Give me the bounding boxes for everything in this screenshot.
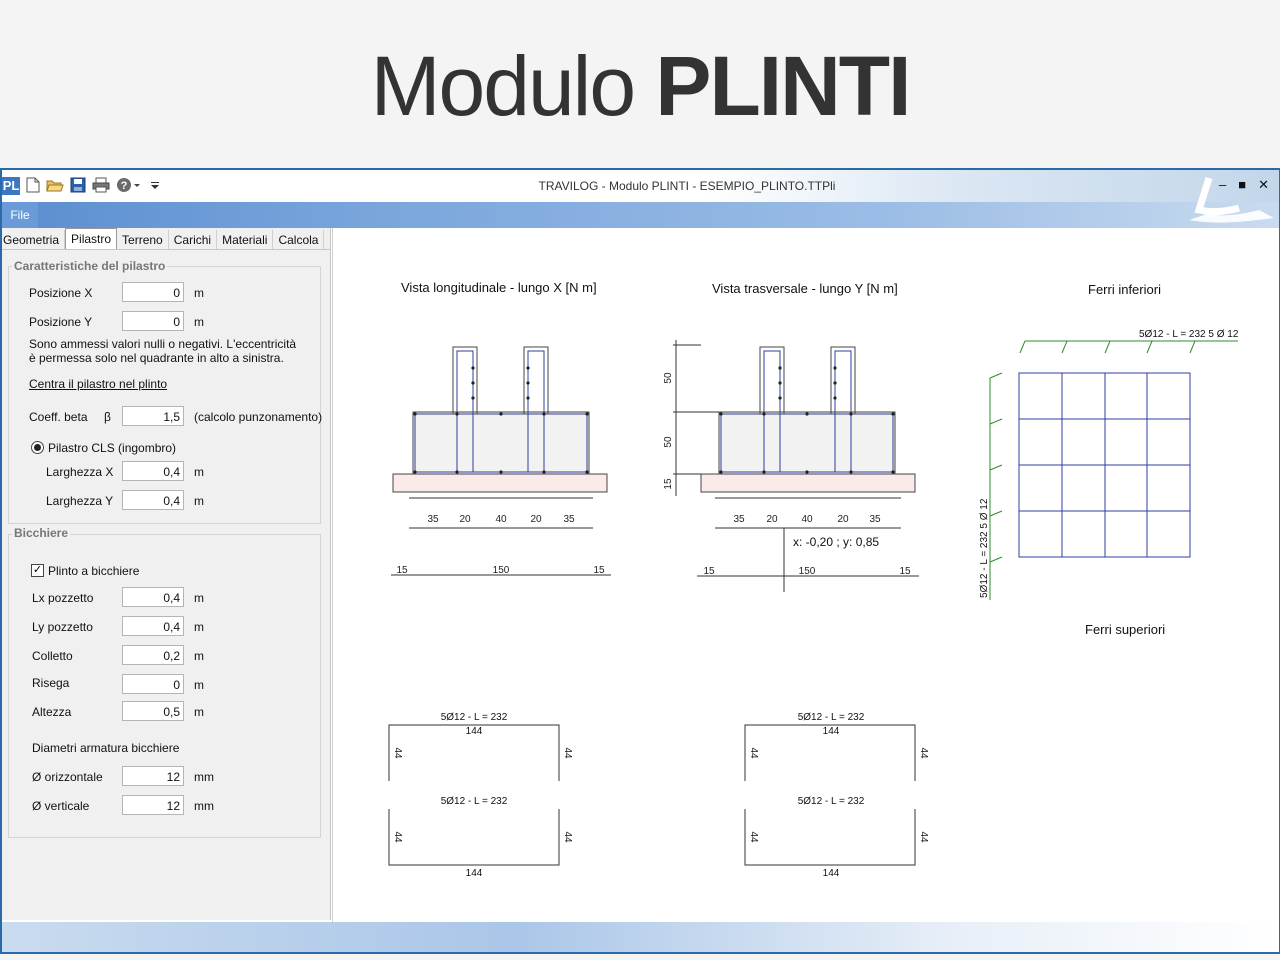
stirrup-left-leg-b: 44 (562, 747, 573, 759)
bicchiere-group-title: Bicchiere (14, 526, 69, 540)
maximize-button[interactable]: ■ (1238, 177, 1247, 192)
dim-long-20b: 20 (530, 514, 542, 525)
minimize-button[interactable]: – (1219, 177, 1227, 192)
window-title: TRAVILOG - Modulo PLINTI - ESEMPIO_PLINTO.TTPli (538, 179, 836, 193)
svg-text:?: ? (120, 179, 128, 192)
ferri-inferiori-title: Ferri inferiori (1088, 282, 1161, 297)
pilastro-cls-label: Pilastro CLS (ingombro) (48, 441, 177, 455)
dim-long-15b: 15 (593, 565, 605, 576)
dim-long-20a: 20 (459, 514, 471, 525)
stirrup-left-top-width: 144 (465, 726, 483, 737)
eccentricity-note: Sono ammessi valori nulli o negativi. L'eccentricità è permessa solo nel quadrante in alto a sinistra. (29, 337, 297, 365)
larghezza-x-unit: m (194, 465, 204, 479)
coeff-beta-input[interactable]: 1,5 (122, 406, 184, 426)
slide-title-light: Modulo (370, 39, 635, 133)
stirrup-left-leg-d: 44 (562, 831, 573, 843)
slide-title-bold: PLINTI (655, 39, 910, 133)
beta-symbol: β (104, 410, 111, 424)
pilastro-group-title: Caratteristiche del pilastro (14, 259, 166, 273)
transversal-section (673, 340, 919, 592)
dim-long-15a: 15 (396, 565, 408, 576)
left-panel (2, 228, 331, 920)
stirrup-right-leg-c: 44 (748, 831, 759, 843)
larghezza-y-label: Larghezza Y (46, 494, 114, 508)
technical-drawings (333, 228, 1279, 924)
stirrup-right-leg-a: 44 (748, 747, 759, 759)
status-bar (2, 922, 1279, 952)
stirrup-right-top-width: 144 (822, 726, 840, 737)
dim-trans-20b: 20 (837, 514, 849, 525)
diametri-title: Diametri armatura bicchiere (32, 741, 180, 755)
posizione-y-label: Posizione Y (29, 315, 93, 329)
stirrup-left-leg-a: 44 (392, 747, 403, 759)
stirrup-left-leg-c: 44 (392, 831, 403, 843)
ferri-inf-top-label: 5Ø12 - L = 232 5 Ø 12 (1139, 329, 1239, 340)
risega-label: Risega (32, 676, 70, 690)
larghezza-y-unit: m (194, 494, 204, 508)
view-transversal-title: Vista trasversale - lungo Y [N m] (712, 281, 898, 296)
altezza-label: Altezza (32, 705, 72, 719)
cursor-readout: x: -0,20 ; y: 0,85 (793, 535, 880, 549)
posizione-y-input[interactable]: 0 (122, 311, 184, 331)
diam-vert-label: Ø verticale (32, 799, 90, 813)
dim-trans-15b: 15 (899, 566, 911, 577)
longitudinal-section (391, 347, 611, 575)
dim-vert-50a: 50 (663, 372, 674, 384)
dim-long-35a: 35 (427, 514, 439, 525)
drawing-canvas[interactable] (332, 228, 1279, 924)
diam-vert-input[interactable]: 12 (122, 795, 184, 815)
title-bar (2, 170, 1279, 202)
diam-orizz-unit: mm (194, 770, 214, 784)
stirrup-right-bot-label: 5Ø12 - L = 232 (797, 796, 865, 807)
ribbon-bar (2, 202, 1279, 228)
larghezza-x-input[interactable]: 0,4 (122, 461, 184, 481)
app-icon[interactable]: PL (2, 178, 20, 193)
view-longitudinal-title: Vista longitudinale - lungo X [N m] (401, 280, 597, 295)
posizione-x-input[interactable]: 0 (122, 282, 184, 302)
stirrup-left-bot-label: 5Ø12 - L = 232 (440, 796, 508, 807)
ly-pozzetto-unit: m (194, 620, 204, 634)
colletto-label: Colletto (32, 649, 73, 663)
dim-long-150: 150 (492, 565, 510, 576)
ly-pozzetto-label: Ly pozzetto (32, 620, 93, 634)
tab-carichi[interactable]: Carichi (169, 230, 217, 250)
dim-trans-20a: 20 (766, 514, 778, 525)
ferri-inf-side-label: 5Ø12 - L = 232 5 Ø 12 (979, 498, 990, 598)
brand-logo (1179, 170, 1279, 228)
tab-materiali[interactable]: Materiali (217, 230, 273, 250)
posizione-x-label: Posizione X (29, 286, 93, 300)
stirrup-right-top-label: 5Ø12 - L = 232 (797, 712, 865, 723)
ly-pozzetto-input[interactable]: 0,4 (122, 616, 184, 636)
diam-orizz-input[interactable]: 12 (122, 766, 184, 786)
ferri-inferiori-plan (1019, 373, 1190, 557)
file-menu-button[interactable]: File (2, 202, 38, 228)
larghezza-y-input[interactable]: 0,4 (122, 490, 184, 510)
pilastro-group (8, 266, 321, 524)
tab-divider (2, 249, 330, 250)
altezza-input[interactable]: 0,5 (122, 701, 184, 721)
plinto-bicchiere-label: Plinto a bicchiere (48, 564, 140, 578)
tab-pilastro[interactable]: Pilastro (65, 228, 117, 250)
dim-trans-15a: 15 (703, 566, 715, 577)
app-window (0, 168, 1280, 954)
dim-vert-15: 15 (663, 478, 674, 490)
posizione-x-unit: m (194, 286, 204, 300)
dim-trans-35a: 35 (733, 514, 745, 525)
dim-long-40: 40 (495, 514, 507, 525)
posizione-y-unit: m (194, 315, 204, 329)
coeff-beta-label: Coeff. beta (29, 410, 88, 424)
ferri-superiori-title: Ferri superiori (1085, 622, 1166, 637)
tab-calcola[interactable]: Calcola (273, 230, 324, 250)
dim-long-35b: 35 (563, 514, 575, 525)
risega-unit: m (194, 678, 204, 692)
risega-input[interactable]: 0 (122, 674, 184, 694)
diam-vert-unit: mm (194, 799, 214, 813)
colletto-unit: m (194, 649, 204, 663)
stirrups-left (389, 725, 559, 865)
coeff-beta-hint: (calcolo punzonamento) (194, 410, 323, 424)
stirrup-right-bot-width: 144 (822, 868, 840, 879)
close-button[interactable]: ✕ (1258, 177, 1269, 192)
stirrup-left-top-label: 5Ø12 - L = 232 (440, 712, 508, 723)
larghezza-x-label: Larghezza X (46, 465, 114, 479)
diam-orizz-label: Ø orizzontale (32, 770, 103, 784)
lx-pozzetto-unit: m (194, 591, 204, 605)
dim-trans-150: 150 (798, 566, 816, 577)
dim-vert-50b: 50 (663, 436, 674, 448)
stirrup-right-leg-b: 44 (918, 747, 929, 759)
lx-pozzetto-label: Lx pozzetto (32, 591, 94, 605)
dim-trans-35b: 35 (869, 514, 881, 525)
dim-trans-40: 40 (801, 514, 813, 525)
stirrup-left-bot-width: 144 (465, 868, 483, 879)
stirrups-right (745, 725, 915, 865)
pilastro-cls-radio[interactable] (31, 441, 44, 454)
altezza-unit: m (194, 705, 204, 719)
stirrup-right-leg-d: 44 (918, 831, 929, 843)
plinto-bicchiere-checkbox[interactable]: ✓ (32, 564, 43, 576)
tab-geometria[interactable]: Geometria (0, 230, 65, 250)
tab-strip (2, 230, 324, 250)
tab-terreno[interactable]: Terreno (117, 230, 169, 250)
slide-title (0, 38, 1280, 135)
colletto-input[interactable]: 0,2 (122, 645, 184, 665)
center-column-link[interactable]: Centra il pilastro nel plinto (29, 377, 168, 391)
lx-pozzetto-input[interactable]: 0,4 (122, 587, 184, 607)
